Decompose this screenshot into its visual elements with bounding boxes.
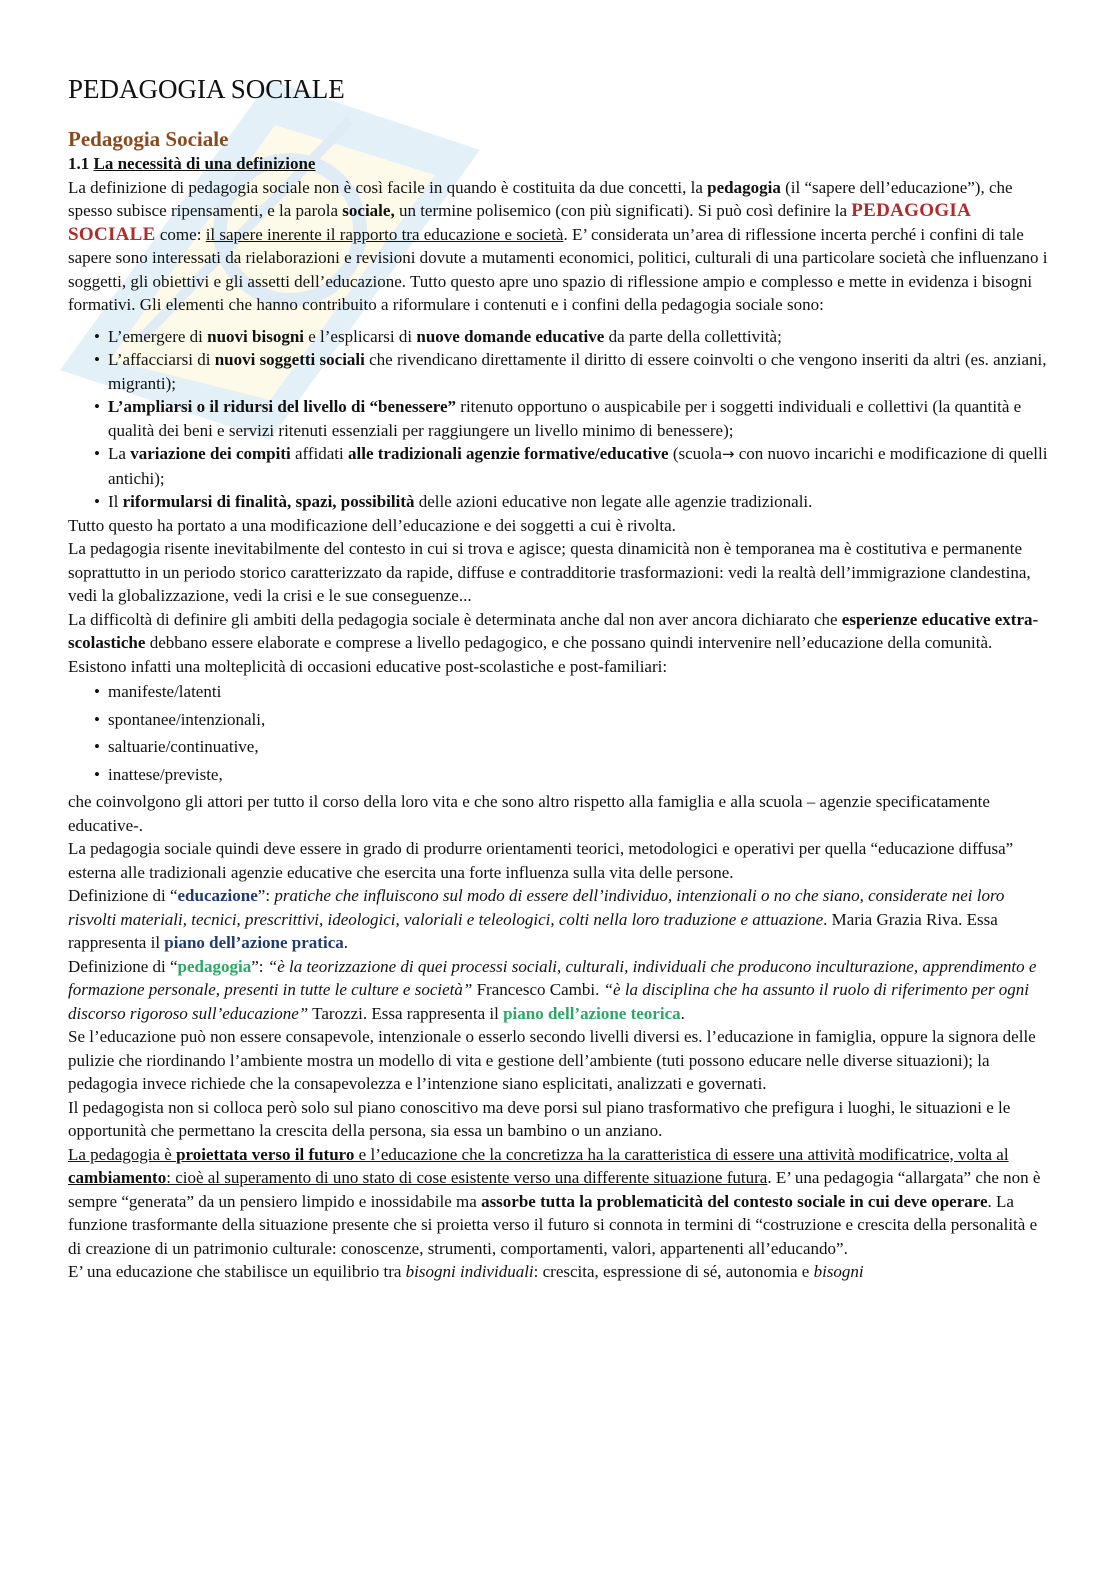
text: L’affacciarsi di [108, 350, 215, 369]
italic-text: bisogni [813, 1262, 864, 1281]
text: . La funzione trasformante della situazione presente che si proietta verso il futuro si connota in termini di “costruzione e crescita della personalità e di creazione di un patrimonio culturale: conoscenze, strumenti, comportamenti, valori, appartenenti all’educando”. [68, 1191, 1038, 1258]
bold-underlined-text: cambiamento [68, 1168, 167, 1187]
paragraph: che coinvolgono gli attori per tutto il corso della loro vita e che sono altro rispetto alla famiglia e alla scuola – agenzie specificatamente educative-. [68, 792, 990, 835]
text: ”: [257, 886, 275, 905]
highlight-term: piano dell’azione pratica [164, 933, 344, 952]
subsection-number: 1.1 [68, 154, 90, 173]
list-item: • inattese/previste, [68, 763, 1050, 787]
text: come: [155, 224, 206, 244]
text: . [680, 1003, 685, 1023]
text: ”: [251, 956, 268, 976]
text: Tarozzi. Essa rappresenta il [308, 1003, 504, 1023]
bold-text: nuovi bisogni [207, 326, 304, 346]
italic-text: bisogni individuali [405, 1262, 534, 1281]
list-item: • spontanee/intenzionali, [68, 708, 1050, 732]
text: La [108, 444, 131, 463]
term-pedagogia: pedagogia [177, 956, 252, 976]
text: La difficoltà di definire gli ambiti della pedagogia sociale è determinata anche dal non aver ancora dichiarato che [68, 609, 842, 629]
term-educazione: educazione [177, 886, 258, 905]
highlight-term: PEDAGOGIA SOCIALE [68, 200, 971, 245]
text: Francesco Cambi. [472, 980, 604, 999]
text: Definizione di “ [68, 956, 178, 976]
text: e l’esplicarsi di [304, 326, 417, 346]
text: delle azioni educative non legate alle agenzie tradizionali. [414, 492, 813, 511]
bold-text: variazione dei compiti [130, 444, 291, 463]
bold-underlined-text: proiettata verso il futuro [176, 1144, 355, 1164]
paragraph-future [68, 1143, 1050, 1261]
list-item: • saltuarie/continuative, [68, 735, 1050, 759]
bold-text: sociale, [342, 201, 395, 220]
underlined-text: La pedagogia è [68, 1144, 177, 1164]
text: Definizione di “ [68, 886, 178, 905]
highlight-term: piano dell’azione teorica [503, 1003, 681, 1023]
bold-text: assorbe tutta la problematicità del contesto sociale in cui deve operare [481, 1191, 988, 1211]
text: E’ una educazione che stabilisce un equilibrio tra [68, 1262, 406, 1281]
paragraph: Se l’educazione può non essere consapevole, intenzionale o esserlo secondo livelli diversi es. l’educazione in famiglia, oppure la signora delle pulizie che riordinando l’ambiente mostra un modello di vita e gestione dell’ambiente (tuti possono educare nelle diverse situazioni); la pedagogia invece richiede che la consapevolezza e l’intenzione siano esplicitati, analizzati e governati. [68, 1027, 1036, 1093]
text: . [343, 933, 348, 952]
text: da parte della collettività; [604, 326, 782, 346]
list-item [68, 348, 1050, 395]
list-item [68, 395, 1050, 442]
italic-text: “è la teorizzazione di quei processi sociali, culturali, individuali che producono inculturazione, apprendimento e formazione personale, presenti in tutte le culture e società” [68, 956, 1037, 999]
text: un termine polisemico (con più significati). Si può così definire la [394, 201, 852, 220]
text: L’emergere di [108, 326, 208, 346]
text: . E’ una pedagogia “allargata” che non è sempre “generata” da un pensiero limpido e inossidabile ma [68, 1168, 1041, 1211]
paragraph [68, 1260, 1050, 1284]
list-item: • manifeste/latenti [68, 680, 1050, 704]
arrow-right-icon: → [721, 445, 735, 463]
bold-text: pedagogia [707, 177, 781, 197]
bold-text: alle tradizionali agenzie formative/educative [348, 444, 669, 463]
section-heading: Pedagogia Sociale [68, 127, 229, 151]
underlined-text: : cioè al superamento di uno stato di cose esistente verso una differente situazione futura [166, 1168, 768, 1187]
text: : crescita, espressione di sé, autonomia e [533, 1262, 814, 1281]
paragraph-definition [68, 176, 1050, 317]
paragraph-educazione-definition [68, 884, 1050, 955]
text: (scuola [668, 444, 722, 463]
paragraph: Il pedagogista non si colloca però solo sul piano conoscitivo ma deve porsi sul piano trasformativo che prefigura i luoghi, le situazioni e le opportunità che permettano la crescita della persona, sia essa un bambino o un anziano. [68, 1097, 1011, 1140]
subsection-title: La necessità di una definizione [93, 154, 316, 173]
subsection-heading [68, 152, 1050, 176]
bullet-list-elements [68, 325, 1050, 514]
underlined-text: il sapere inerente il rapporto tra educazione e società [205, 224, 564, 244]
italic-text: pratiche che influiscono sul modo di essere dell’individuo, intenzionali o no che siano, considerate nei loro risvolti materiali, tecnici, prescrittivi, ideologici, valoriali e teleologici, colti nella loro traduzione e attuazione [68, 886, 1005, 929]
italic-text: “è la disciplina che ha assunto il ruolo di riferimento per ogni discorso rigoroso sull’educazione” [68, 980, 1030, 1023]
bold-text: nuove domande educative [416, 326, 605, 346]
text: affidati [290, 444, 348, 463]
paragraph: La pedagogia risente inevitabilmente del contesto in cui si trova e agisce; questa dinamicità non è temporanea ma è costitutiva e permanente soprattutto in un periodo storico caratterizzato da rapide, diffuse e contradditorie trasformazioni: vedi la realtà dell’immigrazione clandestina, vedi la globalizzazione, vedi la crisi e le sue conseguenze... [68, 539, 1031, 605]
list-item [68, 490, 1050, 514]
text: debbano essere elaborate e comprese a livello pedagogico, e che possano quindi intervenire nell’educazione della comunità. Esistono infatti una molteplicità di occasioni educative post-scolastiche e post-familiari: [68, 633, 993, 676]
bold-text: esperienze educative extra-scolastiche [68, 609, 1039, 652]
text: (il “sapere dell’educazione”), che spesso subisce ripensamenti, e la parola [68, 177, 1013, 220]
text: . Maria Grazia Riva. Essa rappresenta il [68, 909, 998, 952]
paragraph: Tutto questo ha portato a una modificazione dell’educazione e dei soggetti a cui è rivolta. [68, 515, 676, 535]
paragraph-pedagogia-definition [68, 955, 1050, 1026]
text: La definizione di pedagogia sociale non è così facile in quando è costituita da due concetti, la [68, 177, 708, 197]
bullet-list-occasions [68, 680, 1050, 786]
list-item [68, 442, 1050, 490]
text: con nuovo incarichi e modificazione di quelli antichi); [108, 444, 1048, 488]
text: . E’ considerata un’area di riflessione incerta perché i confini di tale sapere sono interessati da rielaborazioni e revisioni dovute a mutamenti economici, politici, culturali di una particolare società che influenzano i soggetti, gli obiettivi e gli assetti dell’educazione. Tutto questo apre uno spazio di riflessione ampio e complesso e mette in evidenza i bisogni formativi. Gli elementi che hanno contribuito a riformulare i contenuti e i confini della pedagogia sociale sono: [68, 224, 1048, 314]
paragraph: La pedagogia sociale quindi deve essere in grado di produrre orientamenti teorici, metodologici e operativi per quella “educazione diffusa” esterna alle tradizionali agenzie educative che esercita una forte influenza sulla vita delle persone. [68, 839, 1014, 882]
text: ritenuto opportuno o auspicabile per i soggetti individuali e collettivi (la quantità e qualità dei beni e servizi ritenuti essenziali per raggiungere un livello minimo di benessere); [108, 397, 1022, 440]
underlined-text: e l’educazione che la concretizza ha la caratteristica di essere una attività modificatrice, volta al [354, 1144, 1009, 1164]
paragraph [68, 608, 1050, 679]
document-title: PEDAGOGIA SOCIALE [68, 74, 345, 104]
text: che rivendicano direttamente il diritto di essere coinvolti o che vengono inseriti da altri (es. anziani, migranti); [108, 350, 1047, 393]
document-content [68, 72, 1050, 1284]
text: Il [108, 492, 123, 511]
bold-text: riformularsi di finalità, spazi, possibilità [122, 492, 415, 511]
list-item [68, 325, 1050, 349]
bold-text: L’ampliarsi o il ridursi del livello di “benessere” [108, 397, 457, 416]
bold-text: nuovi soggetti sociali [214, 350, 365, 369]
